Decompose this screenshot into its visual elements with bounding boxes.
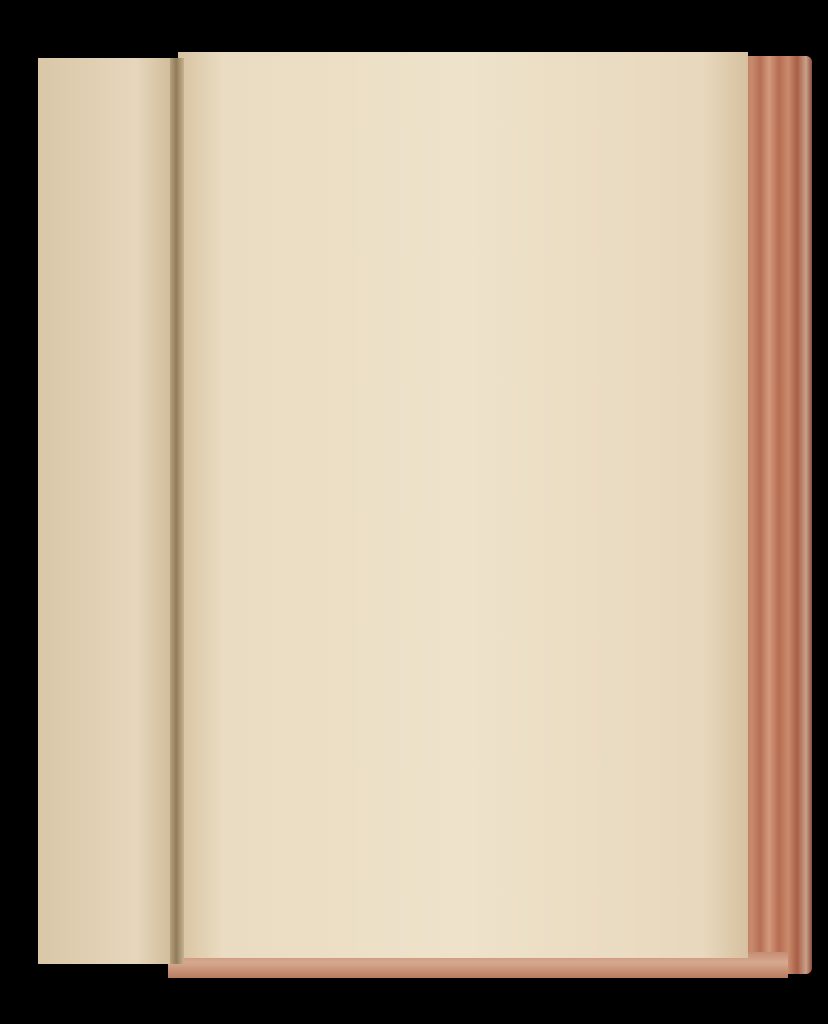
right-page: [178, 52, 748, 958]
page-block-edge: [738, 56, 812, 974]
left-page: [38, 58, 178, 964]
running-header: [220, 34, 600, 62]
book-gutter: [170, 58, 184, 964]
open-book: [38, 52, 788, 978]
